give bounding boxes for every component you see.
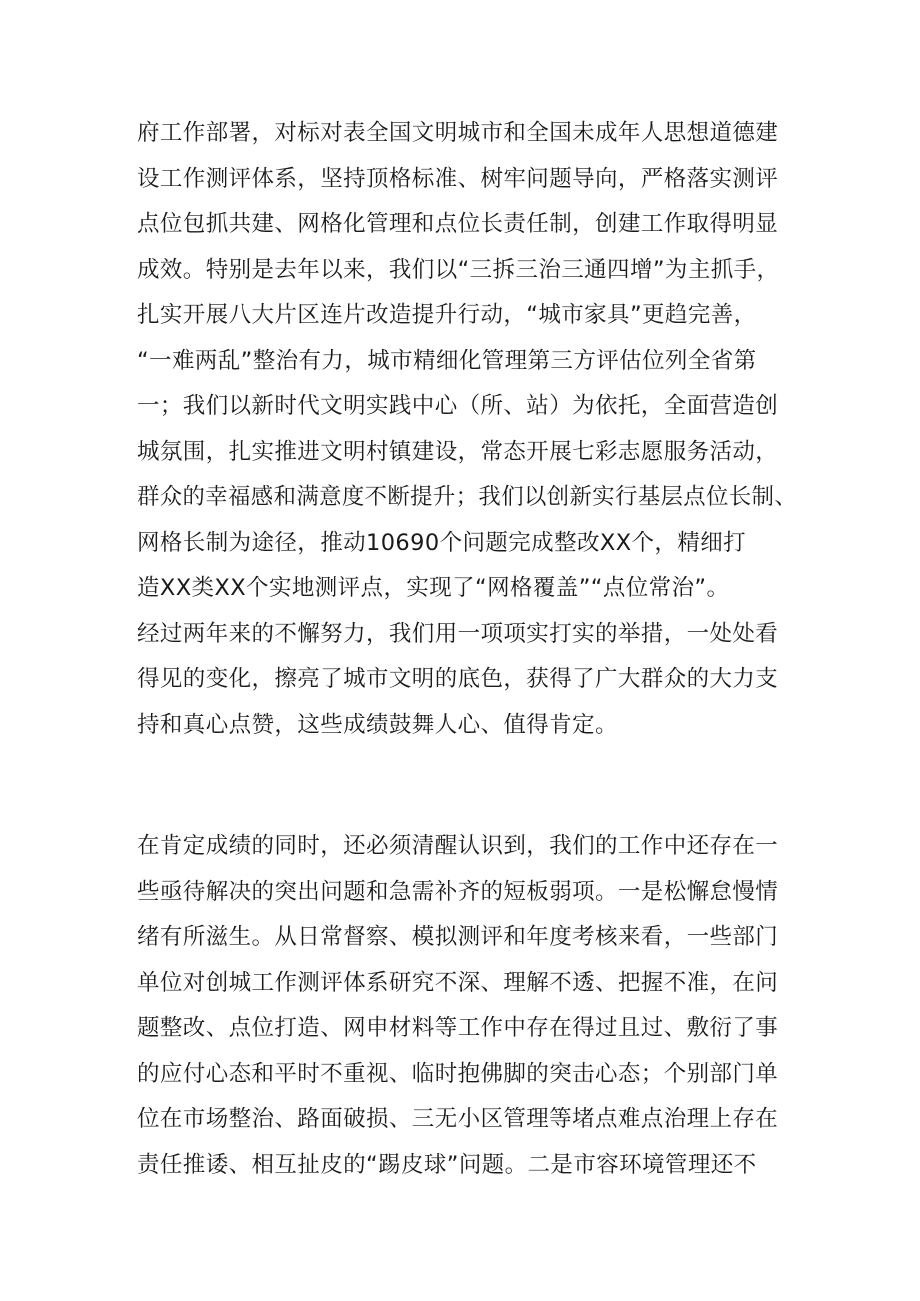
text-line: 群众的幸福感和满意度不断提升；我们以创新实行基层点位长制、 [137,484,798,510]
text-line: 城氛围，扎实推进文明村镇建设，常态开展七彩志愿服务活动， [137,438,779,465]
text-line: 经过两年来的不懈努力，我们用一项项实打实的举措，一处处看 [137,620,779,647]
text-line: 一；我们以新时代文明实践中心（所、站）为依托，全面营造创 [137,393,779,419]
text-line: 绪有所滋生。从日常督察、模拟测评和年度考核来看，一些部门 [137,924,779,950]
text-line: 位在市场整治、路面破损、三无小区管理等堵点难点治理上存在 [137,1106,779,1132]
text-line: 造XX类XX个实地测评点，实现了“网格覆盖”“点位常治”。 [137,575,730,601]
text-line: 成效。特别是去年以来，我们以“三拆三治三通四增”为主抓手， [137,256,780,283]
paragraph-problems [137,824,797,1188]
text-line: 点位包抓共建、网格化管理和点位长责任制，创建工作取得明显 [137,211,779,237]
text-line: 扎实开展八大片区连片改造提升行动，“城市家具”更趋完善， [137,302,757,328]
text-line: 网格长制为途径，推动10690个问题完成整改XX个，精细打 [137,529,747,556]
text-line: 责任推诿、相互扯皮的“踢皮球”问题。二是市容环境管理还不 [137,1151,757,1178]
paragraph-achievements [137,111,797,748]
text-line: 在肯定成绩的同时，还必须清醒认识到，我们的工作中还存在一 [137,833,779,859]
text-line: 设工作测评体系，坚持顶格标准、树牢问题导向，严格落实测评 [137,165,779,192]
text-line: “一难两乱”整治有力，城市精细化管理第三方评估位列全省第 [137,347,757,374]
text-line: 得见的变化，擦亮了城市文明的底色，获得了广大群众的大力支 [137,666,779,692]
text-line: 些亟待解决的突出问题和急需补齐的短板弱项。一是松懈怠慢情 [137,878,779,905]
text-line: 持和真心点赞，这些成绩鼓舞人心、值得肯定。 [137,711,618,738]
text-line: 的应付心态和平时不重视、临时抱佛脚的突击心态；个别部门单 [137,1060,779,1087]
text-line: 单位对创城工作测评体系研究不深、理解不透、把握不准，在问 [137,969,779,996]
text-line: 题整改、点位打造、网申材料等工作中存在得过且过、敷衍了事 [137,1015,779,1041]
text-line: 府工作部署，对标对表全国文明城市和全国未成年人思想道德建 [137,120,779,146]
